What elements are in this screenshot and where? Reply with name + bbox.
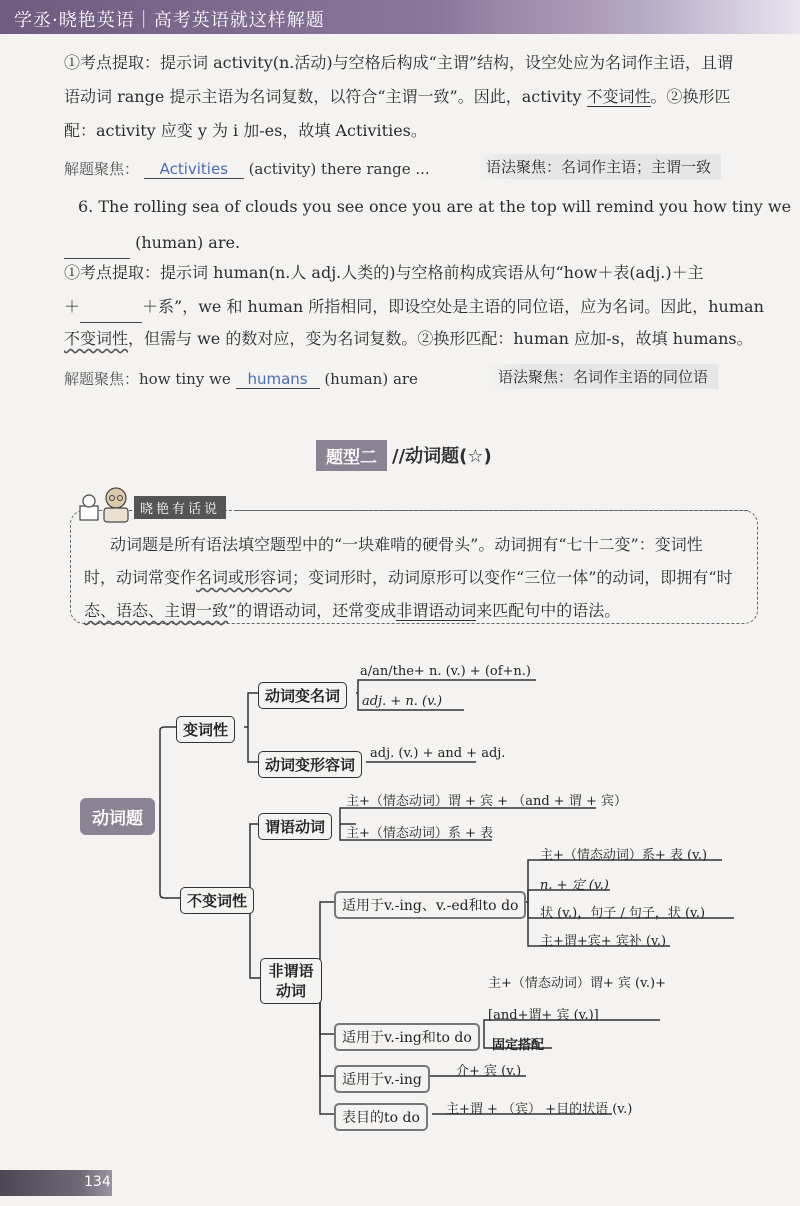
q6-question-line1: 6. The rolling sea of clouds you see once you are at the top will remind you how tiny we [78,197,792,216]
node-all-three: 适用于v.-ing、v.-ed和to do [334,891,526,919]
q6-analysis-line1: ①考点提取：提示词 human(n.人 adj.人类的)与空格前构成宾语从句“how＋表(adj.)＋主 [64,263,704,282]
ing-todo-rule-1: 主+（情态动词）谓+ 宾 (v.)+ [488,976,667,991]
q6-grammar-focus: 语法聚焦：名词作主语的同位语 [488,364,718,389]
ing-only-rule: 介+ 宾 (v.) [456,1064,522,1079]
q5-analysis-line3: 配：activity 应变 y 为 i 加-es，故填 Activities。 [64,121,427,140]
section-title: //动词题(☆) [392,446,492,467]
q6-analysis-line3: 不变词性，但需与 we 的数对应，变为名词复数。②换形匹配：human 应加-s，故填 humans。 [64,329,753,348]
adj-rule: adj. (v.) + and + adj. [370,746,506,761]
purpose-rule: 主+谓 + （宾） +目的状语 (v.) [446,1102,633,1117]
node-nonfinite: 非谓语动词 [260,958,322,1004]
q5-grammar-focus: 语法聚焦：名词作主语；主谓一致 [476,154,721,179]
all-rule-4: 主+谓+宾+ 宾补 (v.) [540,934,667,949]
q6-analysis-line2: ＋ ＋系”，we 和 human 所指相同，即设空处是主语的同位语，应为名词。因此，human [64,292,764,323]
mindmap-root: 动词题 [80,798,155,835]
section-tag: 题型二 [316,440,387,471]
noun-rule-2: adj. + n. (v.) [362,694,443,709]
q6-question-line2: (human) are. [64,228,240,259]
tip-line1: 动词题是所有语法填空题型中的“一块难啃的硬骨头”。动词拥有“七十二变”：变词性 [110,535,703,554]
tip-badge: 晓艳有话说 [134,496,226,519]
q5-focus: 解题聚焦： Activities (activity) there range ... [64,160,430,178]
node-ing-todo: 适用于v.-ing和to do [334,1023,480,1051]
all-rule-2: n. + 定 (v.) [540,878,609,893]
node-change-pos: 变词性 [176,716,235,743]
node-predicate: 谓语动词 [258,813,332,840]
q6-focus: 解题聚焦：how tiny we humans (human) are [64,370,418,388]
tip-line3: 态、语态、主谓一致”的谓语动词，还常变成非谓语动词来匹配句中的语法。 [84,601,621,620]
pred-rule-1: 主+（情态动词）谓 + 宾 + （and + 谓 + 宾） [346,794,627,809]
q5-analysis-line2: 语动词 range 提示主语为名词复数，以符合“主谓一致”。因此，activity 不变词性。②换形匹 [64,87,731,106]
page-number: 134 [84,1174,111,1190]
q5-analysis-line1: ①考点提取：提示词 activity(n.活动)与空格后构成“主谓”结构，设空处应为名词作主语，且谓 [64,53,733,72]
ing-todo-rule-3: 固定搭配 [492,1038,545,1053]
book-title: 学丞·晓艳英语｜高考英语就这样解题 [14,10,325,31]
node-purpose: 表目的to do [334,1103,428,1131]
node-to-noun: 动词变名词 [258,682,347,709]
tip-line2: 时，动词常变作名词或形容词；变词形时，动词原形可以变作“三位一体”的动词，即拥有“时 [84,568,733,587]
node-to-adj: 动词变形容词 [258,751,362,778]
ing-todo-rule-2: [and+谓+ 宾 (v.)] [488,1008,599,1023]
pred-rule-2: 主+（情态动词）系 + 表 [346,826,494,841]
node-ing-only: 适用于v.-ing [334,1065,430,1093]
all-rule-3: 状 (v.)，句子 / 句子，状 (v.) [540,906,706,921]
all-rule-1: 主+（情态动词）系+ 表 (v.) [540,848,708,863]
node-keep-pos: 不变词性 [180,887,254,914]
noun-rule-1: a/an/the+ n. (v.) + (of+n.) [360,664,531,679]
